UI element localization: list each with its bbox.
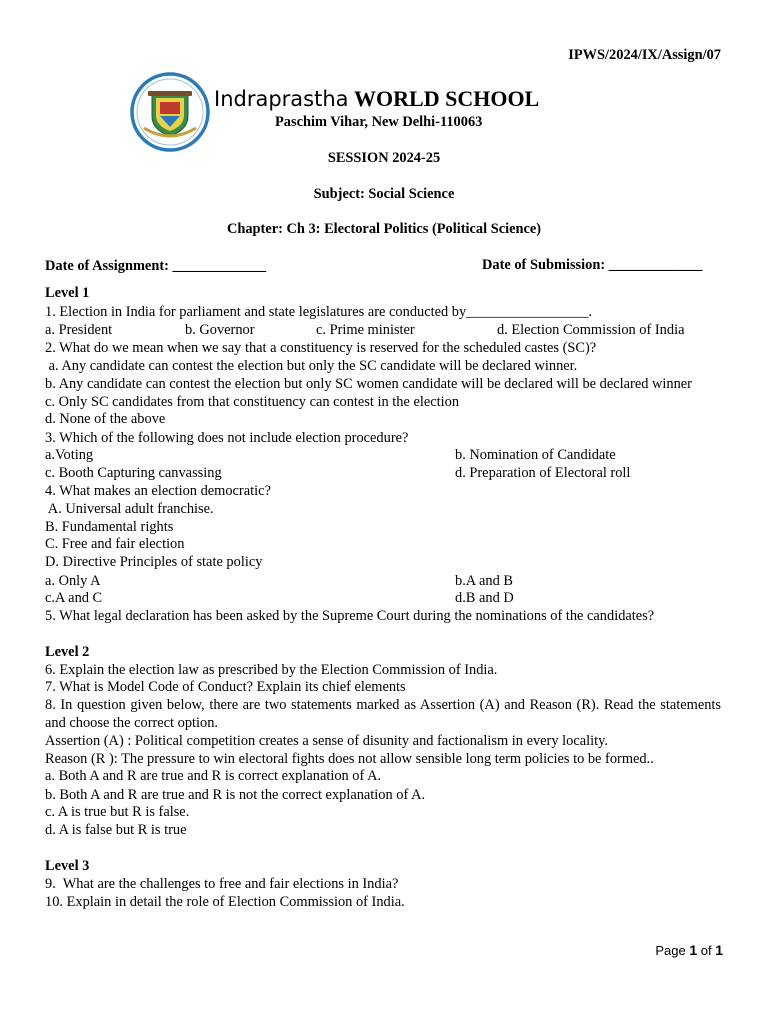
- question-8: 8. In question given below, there are two statements marked as Assertion (A) and Reason (R). Read the statements and choose the correct option.: [45, 697, 721, 731]
- q3-option-c: c. Booth Capturing canvassing: [45, 465, 222, 481]
- q2-option-b: b. Any candidate can contest the election but only SC women candidate will be declared will be declared winner: [45, 376, 692, 392]
- assertion-statement: Assertion (A) : Political competition creates a sense of disunity and factionalism in every locality.: [45, 733, 608, 749]
- page-label: Page: [655, 943, 686, 958]
- q1-option-d: d. Election Commission of India: [497, 322, 685, 338]
- q1-option-a: a. President: [45, 322, 113, 338]
- page-of-label: of: [700, 943, 712, 958]
- session-label: SESSION 2024-25: [327, 150, 441, 166]
- question-10: 10. Explain in detail the role of Election Commission of India.: [45, 894, 405, 910]
- reason-statement: Reason (R ): The pressure to win electoral fights does not allow sensible long term policies to be formed..: [45, 751, 654, 767]
- date-of-assignment: Date of Assignment: _____________: [45, 258, 267, 274]
- school-name: [214, 85, 539, 113]
- question-4: 4. What makes an election democratic?: [45, 483, 271, 499]
- school-name-part1: Indraprastha: [214, 87, 349, 111]
- q1-option-c: c. Prime minister: [316, 322, 415, 338]
- q1-option-b: b. Governor: [185, 322, 255, 338]
- question-2: 2. What do we mean when we say that a constituency is reserved for the scheduled castes (SC)?: [45, 340, 597, 356]
- question-9: 9. What are the challenges to free and fair elections in India?: [45, 876, 399, 892]
- chapter-label: Chapter: Ch 3: Electoral Politics (Political Science): [226, 221, 542, 237]
- q8-option-b: b. Both A and R are true and R is not the correct explanation of A.: [45, 787, 426, 803]
- q3-option-b: b. Nomination of Candidate: [455, 447, 616, 463]
- page-total: 1: [715, 942, 723, 958]
- level2-heading: Level 2: [45, 644, 90, 660]
- q2-option-d: d. None of the above: [45, 411, 166, 427]
- q4-statement-a: A. Universal adult franchise.: [45, 501, 214, 517]
- school-address: Paschim Vihar, New Delhi-110063: [275, 114, 483, 130]
- subject-label: Subject: Social Science: [313, 186, 455, 202]
- question-6: 6. Explain the election law as prescribed by the Election Commission of India.: [45, 662, 498, 678]
- school-logo: [130, 72, 210, 152]
- question-3: 3. Which of the following does not include election procedure?: [45, 430, 409, 446]
- school-name-part2: WORLD SCHOOL: [354, 86, 540, 111]
- q4-option-a: a. Only A: [45, 573, 101, 589]
- page-current: 1: [689, 942, 698, 958]
- q3-option-d: d. Preparation of Electoral roll: [455, 465, 631, 481]
- document-ref-code: IPWS/2024/IX/Assign/07: [568, 47, 721, 63]
- q8-option-d: d. A is false but R is true: [45, 822, 187, 838]
- q4-option-b: b.A and B: [455, 573, 513, 589]
- q2-option-a: a. Any candidate can contest the election but only the SC candidate will be declared winner.: [45, 358, 578, 374]
- q4-option-c: c.A and C: [45, 590, 103, 606]
- q4-statement-b: B. Fundamental rights: [45, 519, 174, 535]
- q4-statement-c: C. Free and fair election: [45, 536, 185, 552]
- question-5: 5. What legal declaration has been asked by the Supreme Court during the nominations of the candidates?: [45, 608, 655, 624]
- level3-heading: Level 3: [45, 858, 90, 874]
- q3-option-a: a.Voting: [45, 447, 94, 463]
- level1-heading: Level 1: [45, 285, 90, 301]
- date-of-submission: Date of Submission: _____________: [482, 257, 703, 273]
- question-1: 1. Election in India for parliament and state legislatures are conducted by_________________.: [45, 304, 593, 320]
- q8-option-c: c. A is true but R is false.: [45, 804, 190, 820]
- q4-option-d: d.B and D: [455, 590, 514, 606]
- question-7: 7. What is Model Code of Conduct? Explain its chief elements: [45, 679, 406, 695]
- q8-option-a: a. Both A and R are true and R is correct explanation of A.: [45, 768, 382, 784]
- q2-option-c: c. Only SC candidates from that constituency can contest in the election: [45, 394, 460, 410]
- q4-statement-d: D. Directive Principles of state policy: [45, 554, 263, 570]
- page-number-footer: [655, 942, 723, 958]
